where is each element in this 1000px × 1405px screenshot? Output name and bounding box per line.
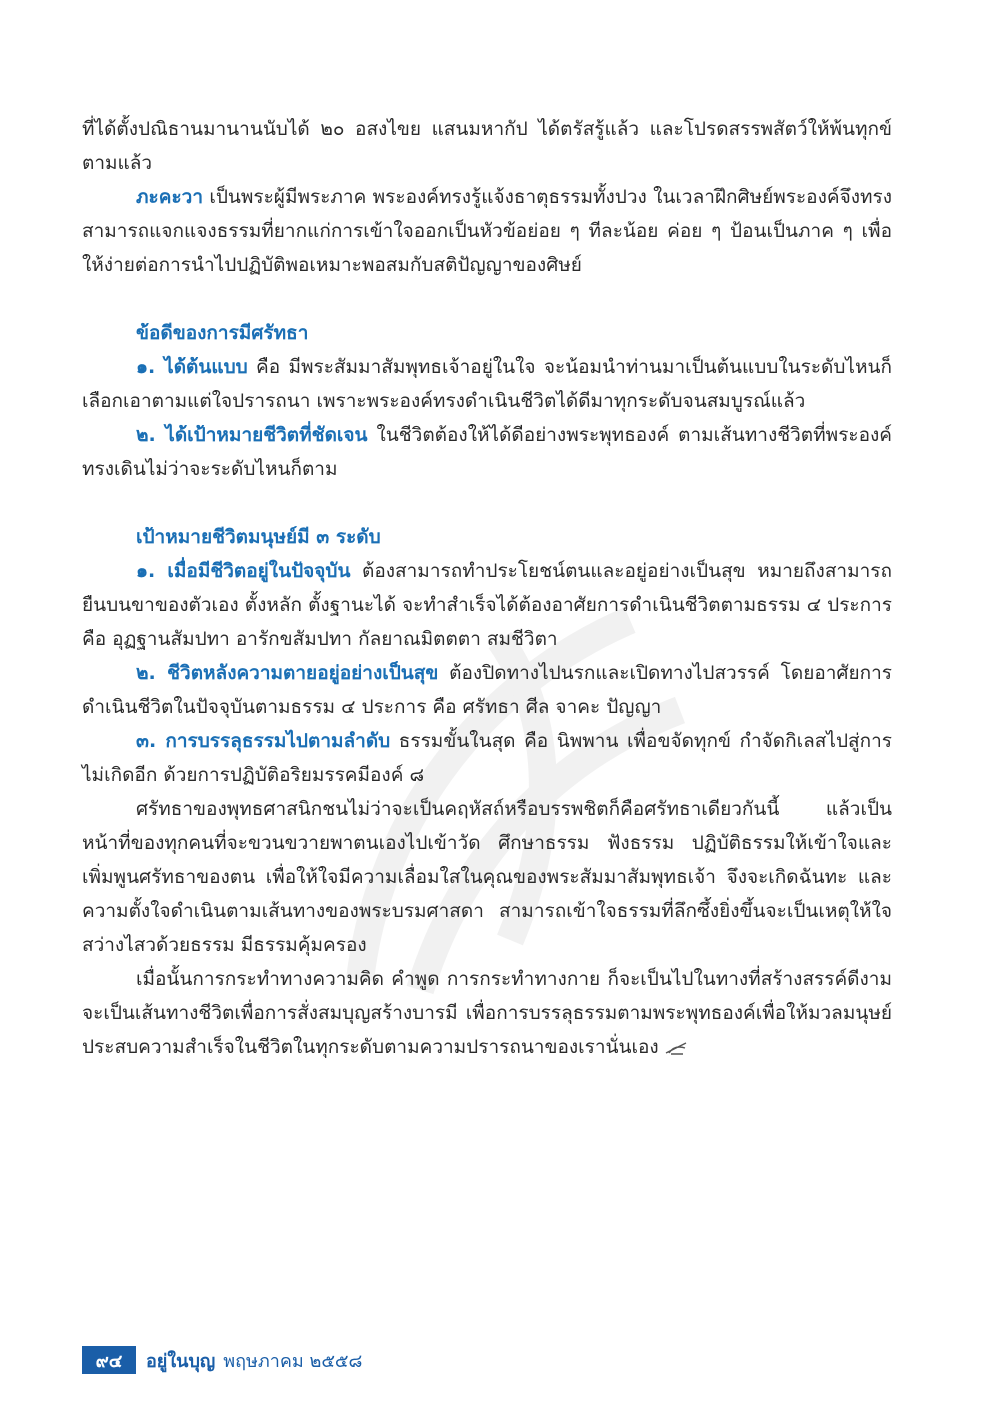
end-of-article-icon xyxy=(665,1041,687,1055)
paragraph-bhagava xyxy=(82,180,892,282)
list-item-label: ๒. ชีวิตหลังความตายอยู่อย่างเป็นสุข xyxy=(136,662,439,684)
list-item xyxy=(82,350,892,418)
list-item-text: ในชีวิตต้องให้ได้ดีอย่างพระพุทธองค์ ตามเส้นทางชีวิตที่พระองค์ทรงเดินไม่ว่าจะระดับไหนก็ตาม xyxy=(82,424,892,480)
list-item-text: ต้องปิดทางไปนรกและเปิดทางไปสวรรค์ โดยอาศัยการดำเนินชีวิตในปัจจุบันตามธรรม ๔ ประการ คือ ศรัทธา ศีล จาคะ ปัญญา xyxy=(82,662,892,718)
list-item-label: ๒. ได้เป้าหมายชีวิตที่ชัดเจน xyxy=(136,424,368,446)
list-item xyxy=(82,724,892,792)
term-bhagava: ภะคะวา xyxy=(136,186,203,208)
list-item xyxy=(82,418,892,486)
list-item xyxy=(82,656,892,724)
publication-name: อยู่ในบุญ xyxy=(146,1350,216,1372)
paragraph-intro: ที่ได้ตั้งปณิธานมานานนับได้ ๒๐ อสงไขย แสนมหากัป ได้ตรัสรู้แล้ว และโปรดสรรพสัตว์ให้พ้นทุกข์ตามแล้ว xyxy=(82,118,892,174)
paragraph-conclusion xyxy=(82,962,892,1064)
page-footer xyxy=(82,1346,362,1374)
publication-issue: พฤษภาคม ๒๕๕๘ xyxy=(223,1350,363,1372)
list-item-text: ธรรมขั้นในสุด คือ นิพพาน เพื่อขจัดทุกข์ กำจัดกิเลสไปสู่การไม่เกิดอีก ด้วยการปฏิบัติอริยมรรคมีองค์ ๘ xyxy=(82,730,892,786)
list-item-label: ๑. ได้ต้นแบบ xyxy=(136,356,248,378)
article-body xyxy=(82,112,892,1064)
list-item-text: ต้องสามารถทำประโยชน์ตนและอยู่อย่างเป็นสุข หมายถึงสามารถยืนบนขาของตัวเอง ตั้งหลัก ตั้งฐานะได้ จะทำสำเร็จได้ต้องอาศัยการดำเนินชีวิตตามธรรม ๔ ประการ คือ อุฏฐานสัมปทา อารักขสัมปทา กัลยาณมิตตตา สมชีวิตา xyxy=(82,560,893,650)
paragraph-conclusion-text: เมื่อนั้นการกระทำทางความคิด คำพูด การกระทำทางกาย ก็จะเป็นไปในทางที่สร้างสรรค์ดีงาม จะเป็นเส้นทางชีวิตเพื่อการสั่งสมบุญสร้างบารมี เพื่อการบรรลุธรรมตามพระพุทธองค์เพื่อให้มวลมนุษย์ประสบความสำเร็จในชีวิตในทุกระดับตามความปรารถนาของเรานั่นเอง xyxy=(82,968,892,1058)
list-item-text: คือ มีพระสัมมาสัมพุทธเจ้าอยู่ในใจ จะน้อมนำท่านมาเป็นต้นแบบในระดับไหนก็เลือกเอาตามแต่ใจปรารถนา เพราะพระองค์ทรงดำเนินชีวิตได้ดีมาทุกระดับจนสมบูรณ์แล้ว xyxy=(82,356,892,412)
page-number: ๙๔ xyxy=(82,1346,136,1374)
list-item-label: ๑. เมื่อมีชีวิตอยู่ในปัจจุบัน xyxy=(136,560,351,582)
section-heading-life-goals: เป้าหมายชีวิตมนุษย์มี ๓ ระดับ xyxy=(136,526,381,548)
paragraph-bhagava-text: เป็นพระผู้มีพระภาค พระองค์ทรงรู้แจ้งธาตุธรรมทั้งปวง ในเวลาฝึกศิษย์พระองค์จึงทรงสามารถแจกแจงธรรมที่ยากแก่การเข้าใจออกเป็นหัวข้อย่อย ๆ ทีละน้อย ค่อย ๆ ป้อนเป็นภาค ๆ เพื่อให้ง่ายต่อการนำไปปฏิบัติพอเหมาะพอสมกับสติปัญญาของศิษย์ xyxy=(82,186,892,276)
list-item-label: ๓. การบรรลุธรรมไปตามลำดับ xyxy=(136,730,391,752)
list-item xyxy=(82,554,892,656)
paragraph-faith: ศรัทธาของพุทธศาสนิกชนไม่ว่าจะเป็นคฤหัสถ์หรือบรรพชิตก็คือศรัทธาเดียวกันนี้ แล้วเป็นหน้าที่ของทุกคนที่จะขวนขวายพาตนเองไปเข้าวัด ศึกษาธรรม ฟังธรรม ปฏิบัติธรรมให้เข้าใจและเพิ่มพูนศรัทธาของตน เพื่อให้ใจมีความเลื่อมใสในคุณของพระสัมมาสัมพุทธเจ้า จึงจะเกิดฉันทะ และความตั้งใจดำเนินตามเส้นทางของพระบรมศาสดา สามารถเข้าใจธรรมที่ลึกซึ้งยิ่งขึ้นจะเป็นเหตุให้ใจสว่างไสวด้วยธรรม มีธรรมคุ้มครอง xyxy=(82,798,892,956)
section-heading-benefits: ข้อดีของการมีศรัทธา xyxy=(136,322,309,344)
